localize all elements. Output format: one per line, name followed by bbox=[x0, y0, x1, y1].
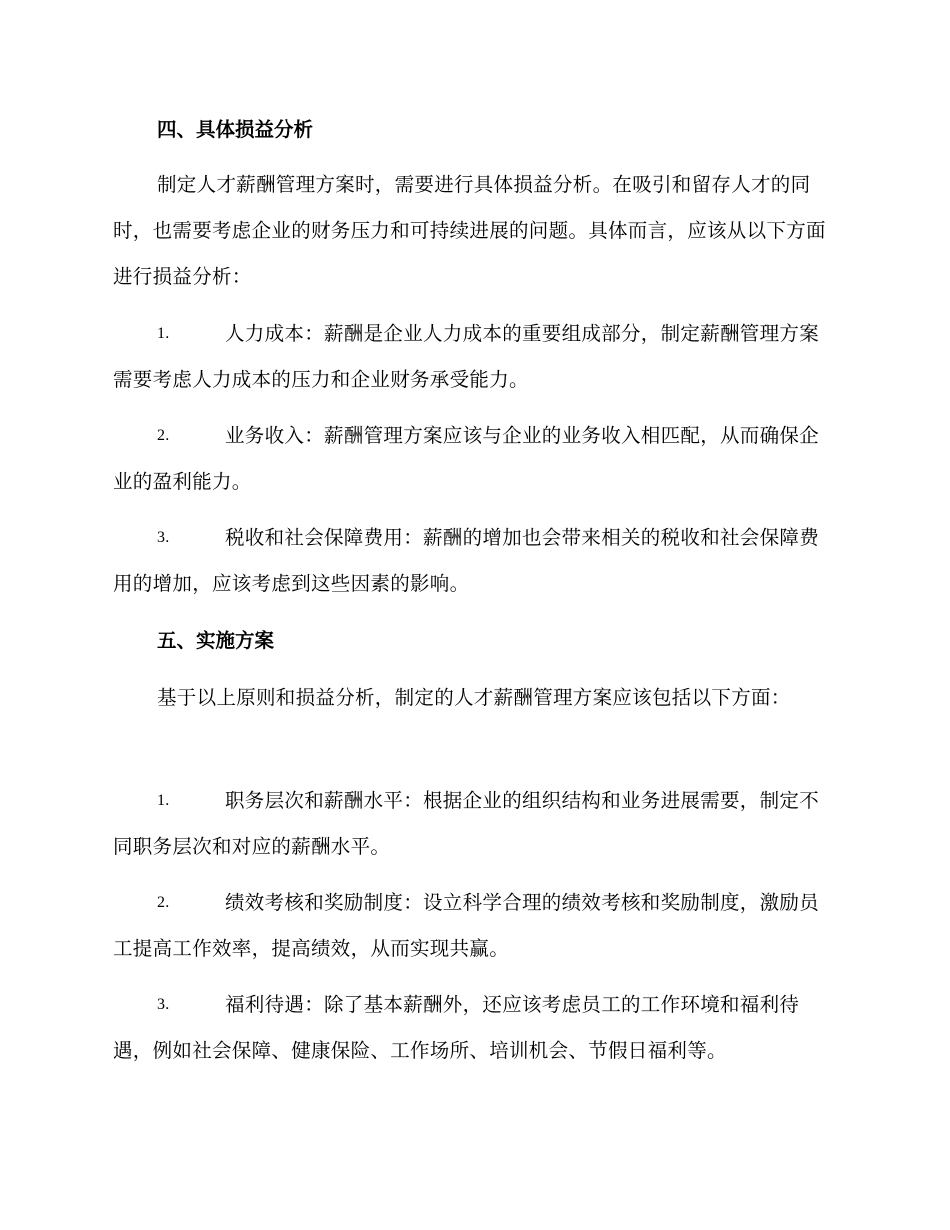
section-5-intro-block bbox=[113, 675, 838, 721]
list-item bbox=[113, 982, 838, 1074]
list-text: 业务收入：薪酬管理方案应该与企业的业务收入相匹配，从而确保企业的盈利能力。 bbox=[113, 424, 820, 493]
list-number: 3. bbox=[157, 996, 170, 1013]
list-item bbox=[113, 311, 838, 403]
section-5-intro: 基于以上原则和损益分析，制定的人才薪酬管理方案应该包括以下方面： bbox=[157, 686, 791, 709]
list-number: 2. bbox=[157, 894, 170, 911]
list-item bbox=[113, 880, 838, 972]
list-number: 1. bbox=[157, 325, 170, 342]
list-item bbox=[113, 515, 838, 607]
list-text: 福利待遇：除了基本薪酬外，还应该考虑员工的工作环境和福利待遇，例如社会保障、健康保险、工作场所、培训机会、节假日福利等。 bbox=[113, 993, 800, 1062]
section-4-item-1 bbox=[113, 311, 838, 403]
list-number: 3. bbox=[157, 529, 170, 546]
list-number: 2. bbox=[157, 427, 170, 444]
list-item bbox=[113, 778, 838, 870]
list-text: 职务层次和薪酬水平：根据企业的组织结构和业务进展需要，制定不同职务层次和对应的薪酬水平。 bbox=[113, 789, 820, 858]
list-text: 人力成本：薪酬是企业人力成本的重要组成部分，制定薪酬管理方案需要考虑人力成本的压力和企业财务承受能力。 bbox=[113, 322, 820, 391]
section-4-intro-block bbox=[113, 162, 838, 300]
section-5-heading: 五、实施方案 bbox=[157, 629, 275, 652]
section-4-item-2 bbox=[113, 413, 838, 505]
section-5-item-2 bbox=[113, 880, 838, 972]
section-5-item-3 bbox=[113, 982, 838, 1074]
list-text: 税收和社会保障费用：薪酬的增加也会带来相关的税收和社会保障费用的增加，应该考虑到这些因素的影响。 bbox=[113, 526, 820, 595]
list-text: 绩效考核和奖励制度：设立科学合理的绩效考核和奖励制度，激励员工提高工作效率，提高绩效，从而实现共赢。 bbox=[113, 891, 820, 960]
section-4-item-3 bbox=[113, 515, 838, 607]
section-4-heading: 四、具体损益分析 bbox=[157, 118, 314, 141]
list-item bbox=[113, 413, 838, 505]
list-number: 1. bbox=[157, 792, 170, 809]
section-5-item-1 bbox=[113, 778, 838, 870]
section-4-intro: 制定人才薪酬管理方案时，需要进行具体损益分析。在吸引和留存人才的同时，也需要考虑企业的财务压力和可持续进展的问题。具体而言，应该从以下方面进行损益分析： bbox=[113, 173, 826, 288]
